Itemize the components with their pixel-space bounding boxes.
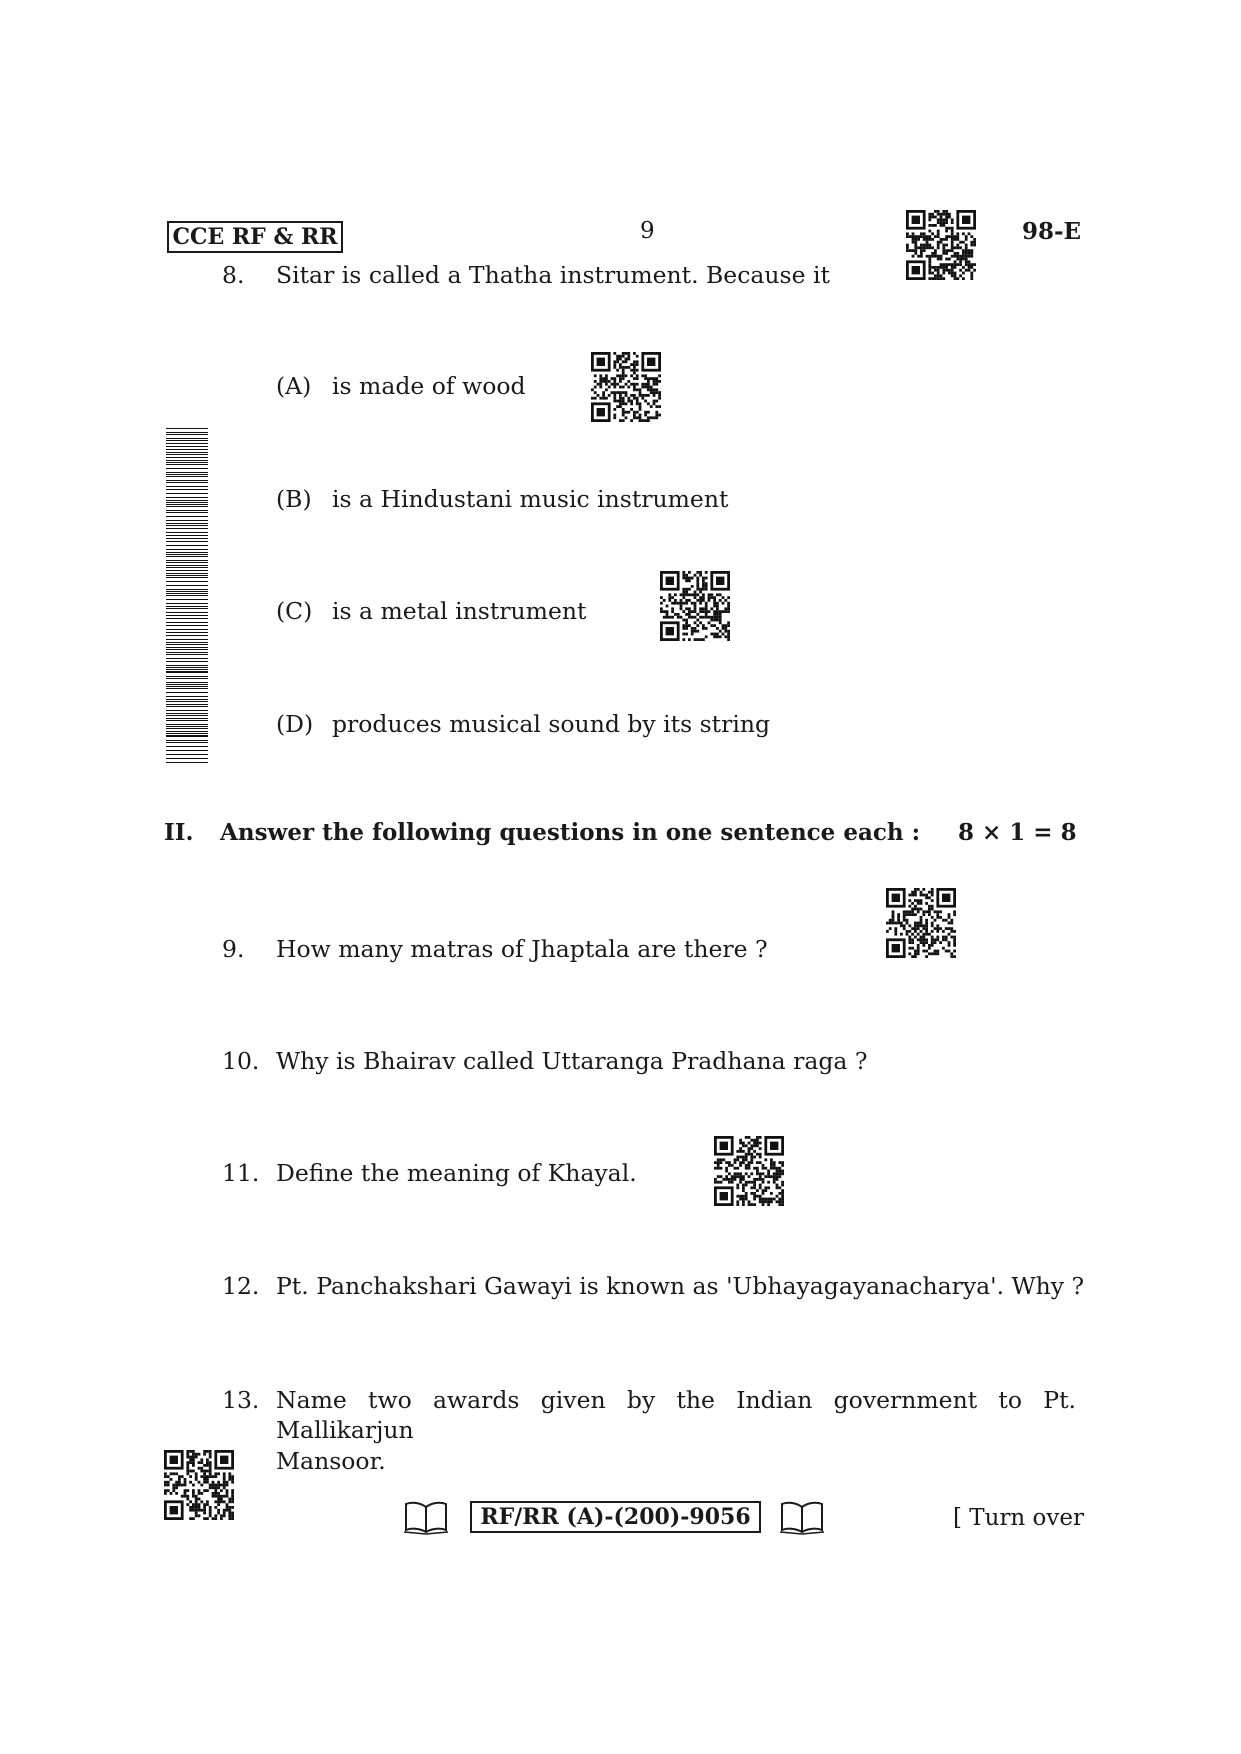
qr-code-icon — [660, 571, 730, 641]
qr-code-icon — [714, 1136, 784, 1206]
question-number: 11. — [222, 1159, 260, 1187]
option-text: is made of wood — [332, 372, 526, 400]
question-text: Why is Bhairav called Uttaranga Pradhana raga ? — [276, 1047, 868, 1075]
option-label: (C) — [276, 597, 313, 625]
paper-code: 98-E — [1022, 218, 1082, 245]
open-book-icon — [403, 1499, 449, 1535]
question-number: 13. — [222, 1386, 260, 1414]
option-label: (D) — [276, 710, 314, 738]
option-text: is a Hindustani music instrument — [332, 485, 729, 513]
question-text: Pt. Panchakshari Gawayi is known as 'Ubhayagayanacharya'. Why ? — [276, 1272, 1085, 1300]
option-label: (B) — [276, 485, 312, 513]
question-number: 12. — [222, 1272, 260, 1300]
question-text: Name two awards given by the Indian government to Pt. Mallikarjun — [276, 1386, 1076, 1444]
option-text: is a metal instrument — [332, 597, 587, 625]
header-subject-box: CCE RF & RR — [167, 221, 343, 253]
question-number: 9. — [222, 935, 245, 963]
page-number: 9 — [640, 218, 655, 244]
question-number: 10. — [222, 1047, 260, 1075]
question-text: How many matras of Jhaptala are there ? — [276, 935, 768, 963]
qr-code-icon — [886, 888, 956, 958]
option-text: produces musical sound by its string — [332, 710, 771, 738]
question-text: Define the meaning of Khayal. — [276, 1159, 637, 1187]
qr-code-icon — [591, 352, 661, 422]
qr-code-icon — [906, 210, 976, 280]
option-label: (A) — [276, 372, 312, 400]
open-book-icon — [779, 1499, 825, 1535]
barcode-icon — [166, 428, 208, 765]
section-roman: II. — [164, 819, 194, 846]
qr-code-icon — [164, 1450, 234, 1520]
section-instruction: Answer the following questions in one sentence each : — [220, 819, 921, 846]
question-text-continued: Mansoor. — [276, 1447, 386, 1475]
question-number: 8. — [222, 261, 245, 289]
footer-code-box: RF/RR (A)-(200)-9056 — [470, 1501, 761, 1533]
section-marks: 8 × 1 = 8 — [958, 819, 1077, 846]
question-text: Sitar is called a Thatha instrument. Because it — [276, 261, 830, 289]
turn-over-text: [ Turn over — [953, 1505, 1085, 1531]
